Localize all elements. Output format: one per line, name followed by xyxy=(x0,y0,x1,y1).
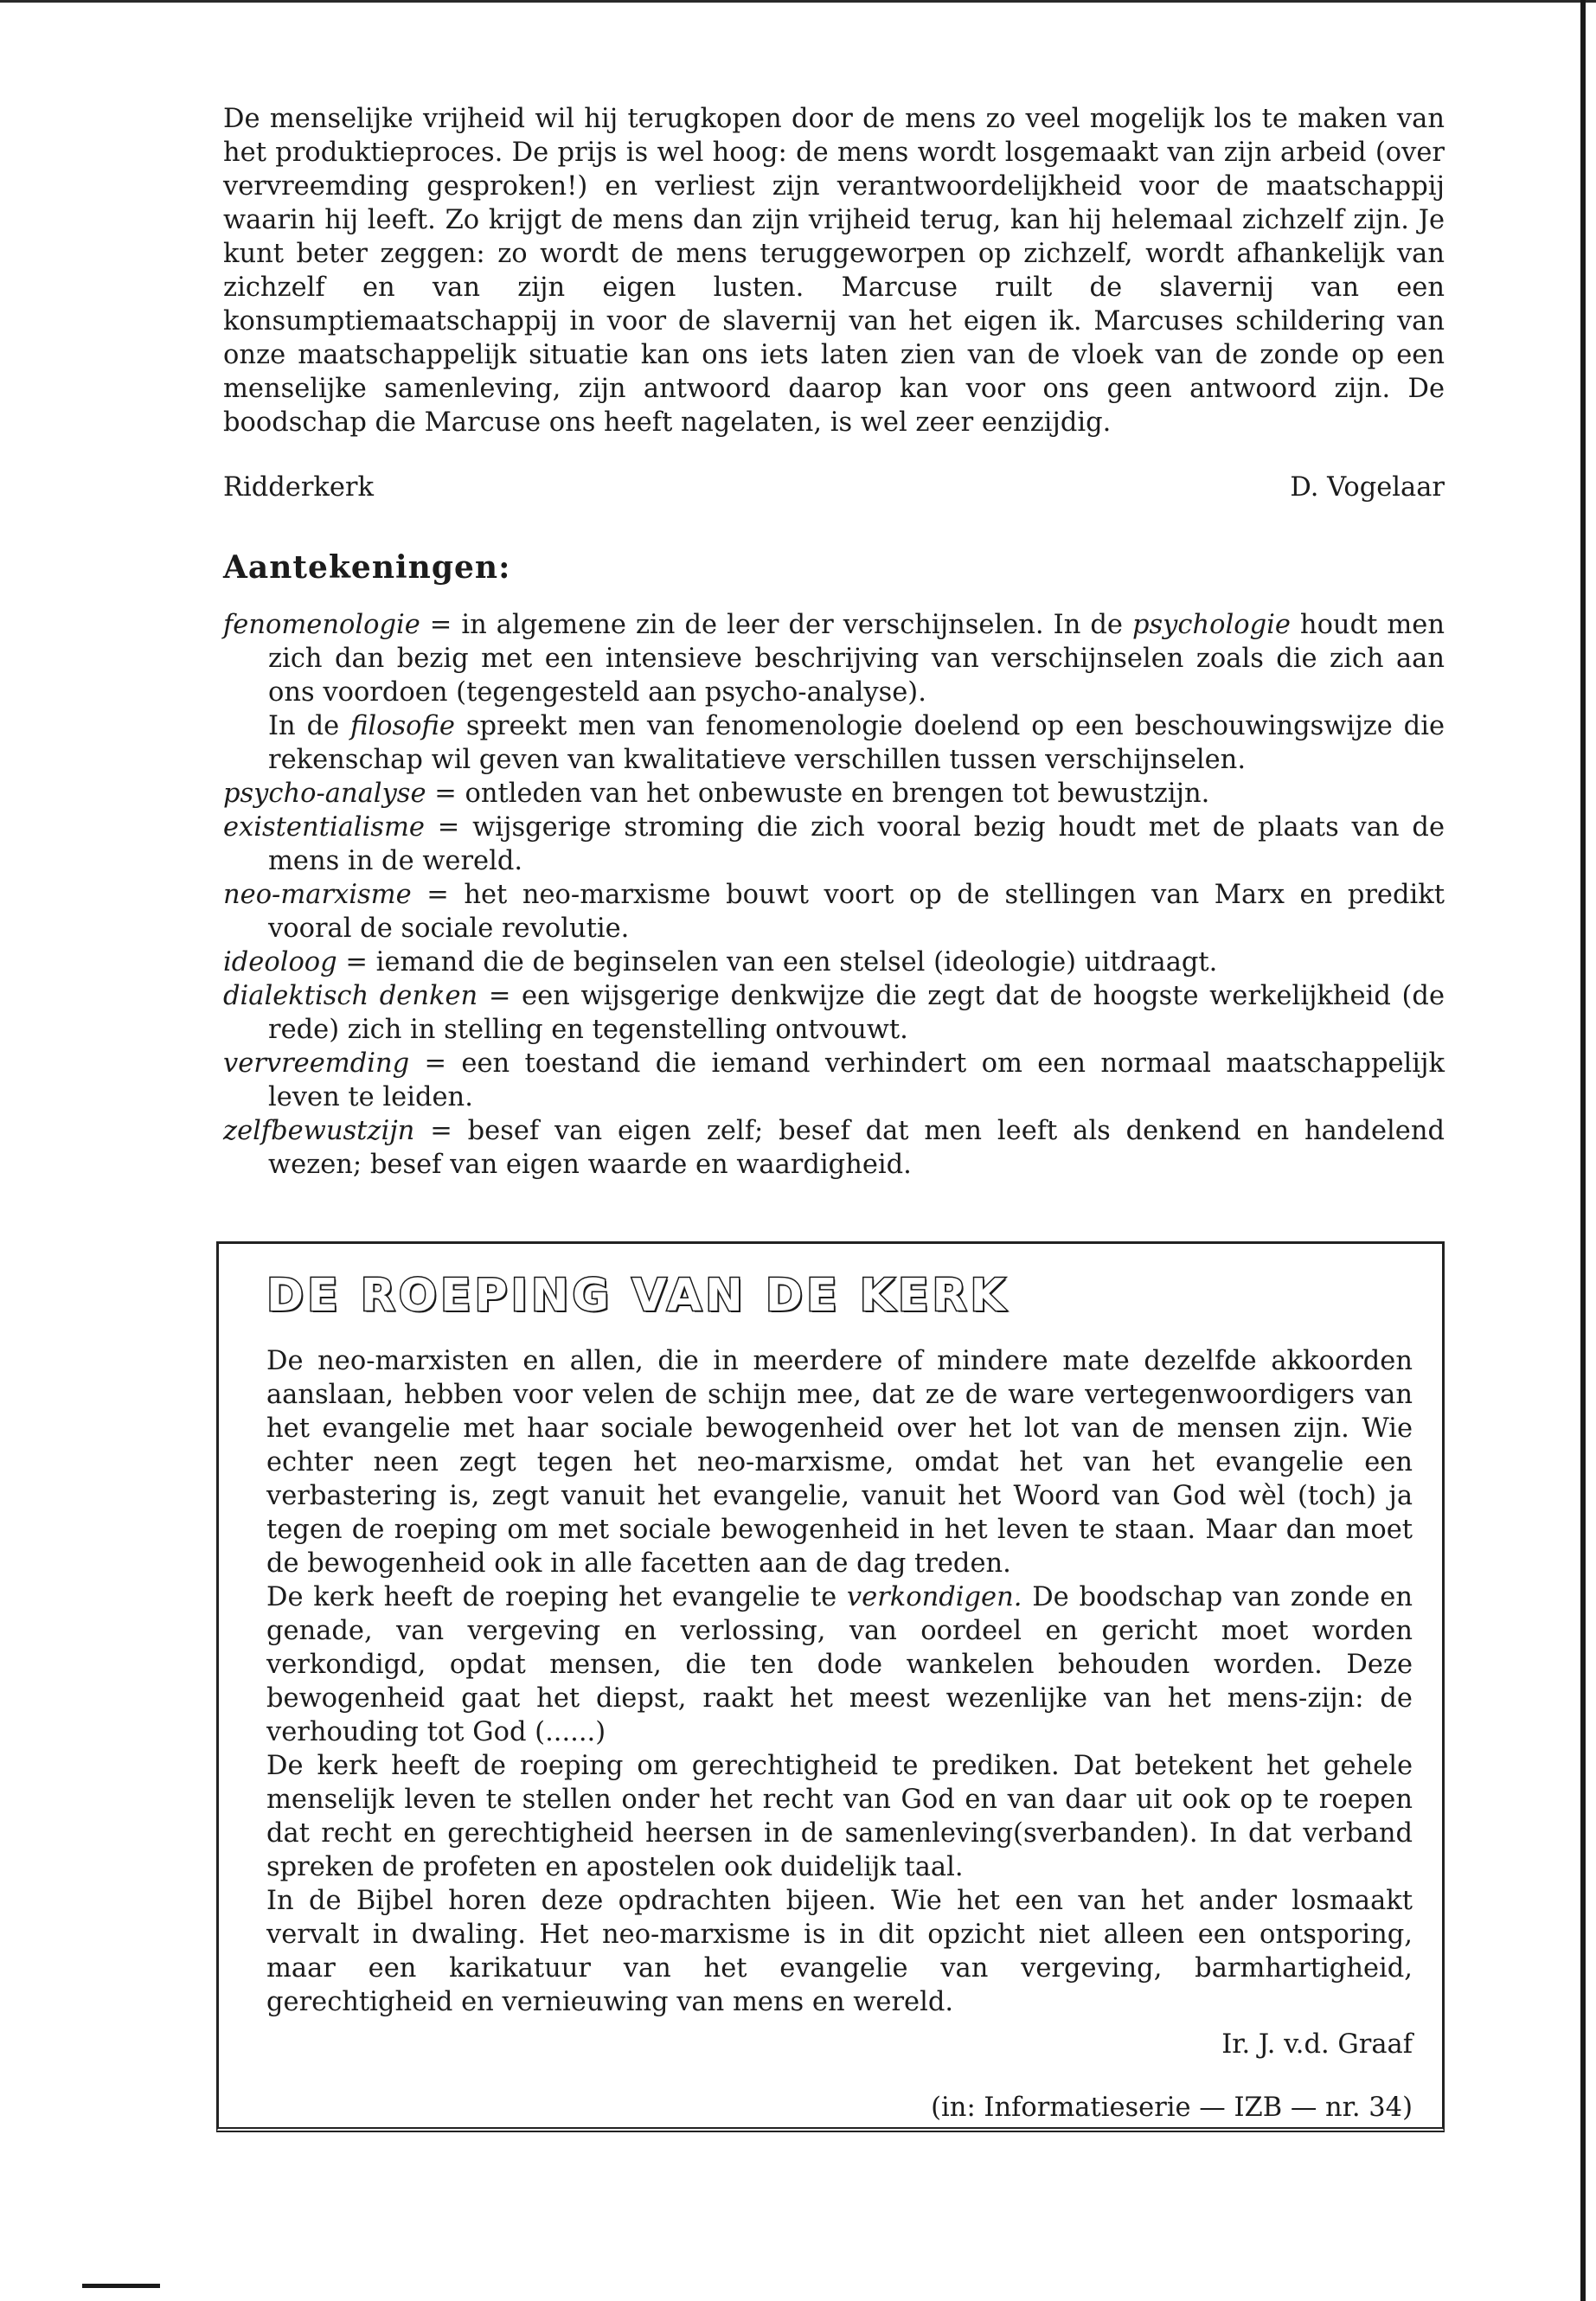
note-item: In de filosofie spreekt men van fenomenologie doelend op een beschouwingswijze die rekenschap wil geven van kwalitatieve verschillen tussen verschijnselen. xyxy=(268,711,1445,775)
box-paragraph: In de Bijbel horen deze opdrachten bijeen. Wie het een van het ander losmaakt vervalt in dwaling. Het neo-marxisme is in dit opzicht niet alleen een ontsporing, maar een karikatuur van het evangelie van vergeving, barmhartigheid, gerechtigheid en vernieuwing van mens en wereld. xyxy=(266,1886,1413,2017)
boxed-article xyxy=(216,1241,1445,2132)
boxed-article-content xyxy=(266,1270,1413,2125)
place-name: Ridderkerk xyxy=(223,472,374,503)
note-item: vervreemding = een toestand die iemand verhindert om een normaal maatschappelijk leven te leiden. xyxy=(223,1048,1445,1112)
note-item: dialektisch denken = een wijsgerige denkwijze die zegt dat de hoogste werkelijkheid (de rede) zich in stelling en tegenstelling ontvouwt. xyxy=(223,981,1445,1045)
scan-edge-right xyxy=(1580,0,1586,2301)
box-paragraph: De kerk heeft de roeping om gerechtigheid te prediken. Dat betekent het gehele menselijk leven te stellen onder het recht van God en van daar uit ook op te roepen dat recht en gerechtigheid heersen in de samenleving(sverbanden). In dat verband spreken de profeten en apostelen ook duidelijk taal. xyxy=(266,1751,1413,1882)
note-item: fenomenologie = in algemene zin de leer der verschijnselen. In de psychologie houdt men zich dan bezig met een intensieve beschrijving van verschijnselen zoals die zich aan ons voordoen (tegengesteld aan psycho-analyse). xyxy=(223,610,1445,708)
scan-edge-mark xyxy=(82,2284,160,2288)
page-content xyxy=(223,102,1445,1182)
notes-list xyxy=(223,608,1445,1182)
note-item: neo-marxisme = het neo-marxisme bouwt voort op de stellingen van Marx en predikt vooral de sociale revolutie. xyxy=(223,880,1445,944)
box-paragraph: De neo-marxisten en allen, die in meerdere of mindere mate dezelfde akkoorden aanslaan, hebben voor velen de schijn mee, dat ze de ware vertegenwoordigers van het evangelie met haar sociale bewogenheid over het lot van de mensen zijn. Wie echter neen zegt tegen het neo-marxisme, omdat het van het evangelie een verbastering is, zegt vanuit het evangelie, vanuit het Woord van God wèl (toch) ja tegen de roeping om met sociale bewogenheid in het leven te staan. Maar dan moet de bewogenheid ook in alle facetten aan de dag treden. xyxy=(266,1346,1413,1579)
signature-row xyxy=(223,471,1445,504)
box-author: Ir. J. v.d. Graaf xyxy=(1221,2029,1413,2060)
intro-paragraph: De menselijke vrijheid wil hij terugkopen door de mens zo veel mogelijk los te maken van het produktieproces. De prijs is wel hoog: de mens wordt losgemaakt van zijn arbeid (over vervreemding gesproken!) en verliest zijn verantwoordelijkheid voor de maatschappij waarin hij leeft. Zo krijgt de mens dan zijn vrijheid terug, kan hij helemaal zichzelf zijn. Je kunt beter zeggen: zo wordt de mens teruggeworpen op zichzelf, wordt afhankelijk van zichzelf en van zijn eigen lusten. Marcuse ruilt de slavernij van een konsumptiemaatschappij in voor de slavernij van het eigen ik. Marcuses schildering van onze maatschappelijk situatie kan ons iets laten zien van de vloek van de zonde op een menselijke samenleving, zijn antwoord daarop kan voor ons geen antwoord zijn. De boodschap die Marcuse ons heeft nagelaten, is wel zeer eenzijdig. xyxy=(223,104,1445,438)
notes-heading: Aantekeningen: xyxy=(223,549,511,586)
box-paragraph: De kerk heeft de roeping het evangelie te verkondigen. De boodschap van zonde en genade, van vergeving en verlossing, van oordeel en gericht moet worden verkondigd, opdat mensen, die ten dode wankelen behouden worden. Deze bewogenheid gaat het diepst, raakt het meest wezenlijke van het mens-zijn: de verhouding tot God (......) xyxy=(266,1582,1413,1747)
note-item: ideoloog = iemand die de beginselen van een stelsel (ideologie) uitdraagt. xyxy=(223,947,1218,977)
boxed-article-title: DE ROEPING VAN DE KERK xyxy=(266,1270,1009,1322)
scan-edge-top xyxy=(0,0,1596,3)
note-item: zelfbewustzijn = besef van eigen zelf; besef dat men leeft als denkend en handelend wezen; besef van eigen waarde en waardigheid. xyxy=(223,1116,1445,1180)
note-item: existentialisme = wijsgerige stroming die zich vooral bezig houdt met de plaats van de mens in de wereld. xyxy=(223,812,1445,876)
note-item: psycho-analyse = ontleden van het onbewuste en brengen tot bewustzijn. xyxy=(223,779,1210,809)
author-name: D. Vogelaar xyxy=(1290,472,1445,503)
box-source: (in: Informatieserie — IZB — nr. 34) xyxy=(931,2093,1413,2123)
